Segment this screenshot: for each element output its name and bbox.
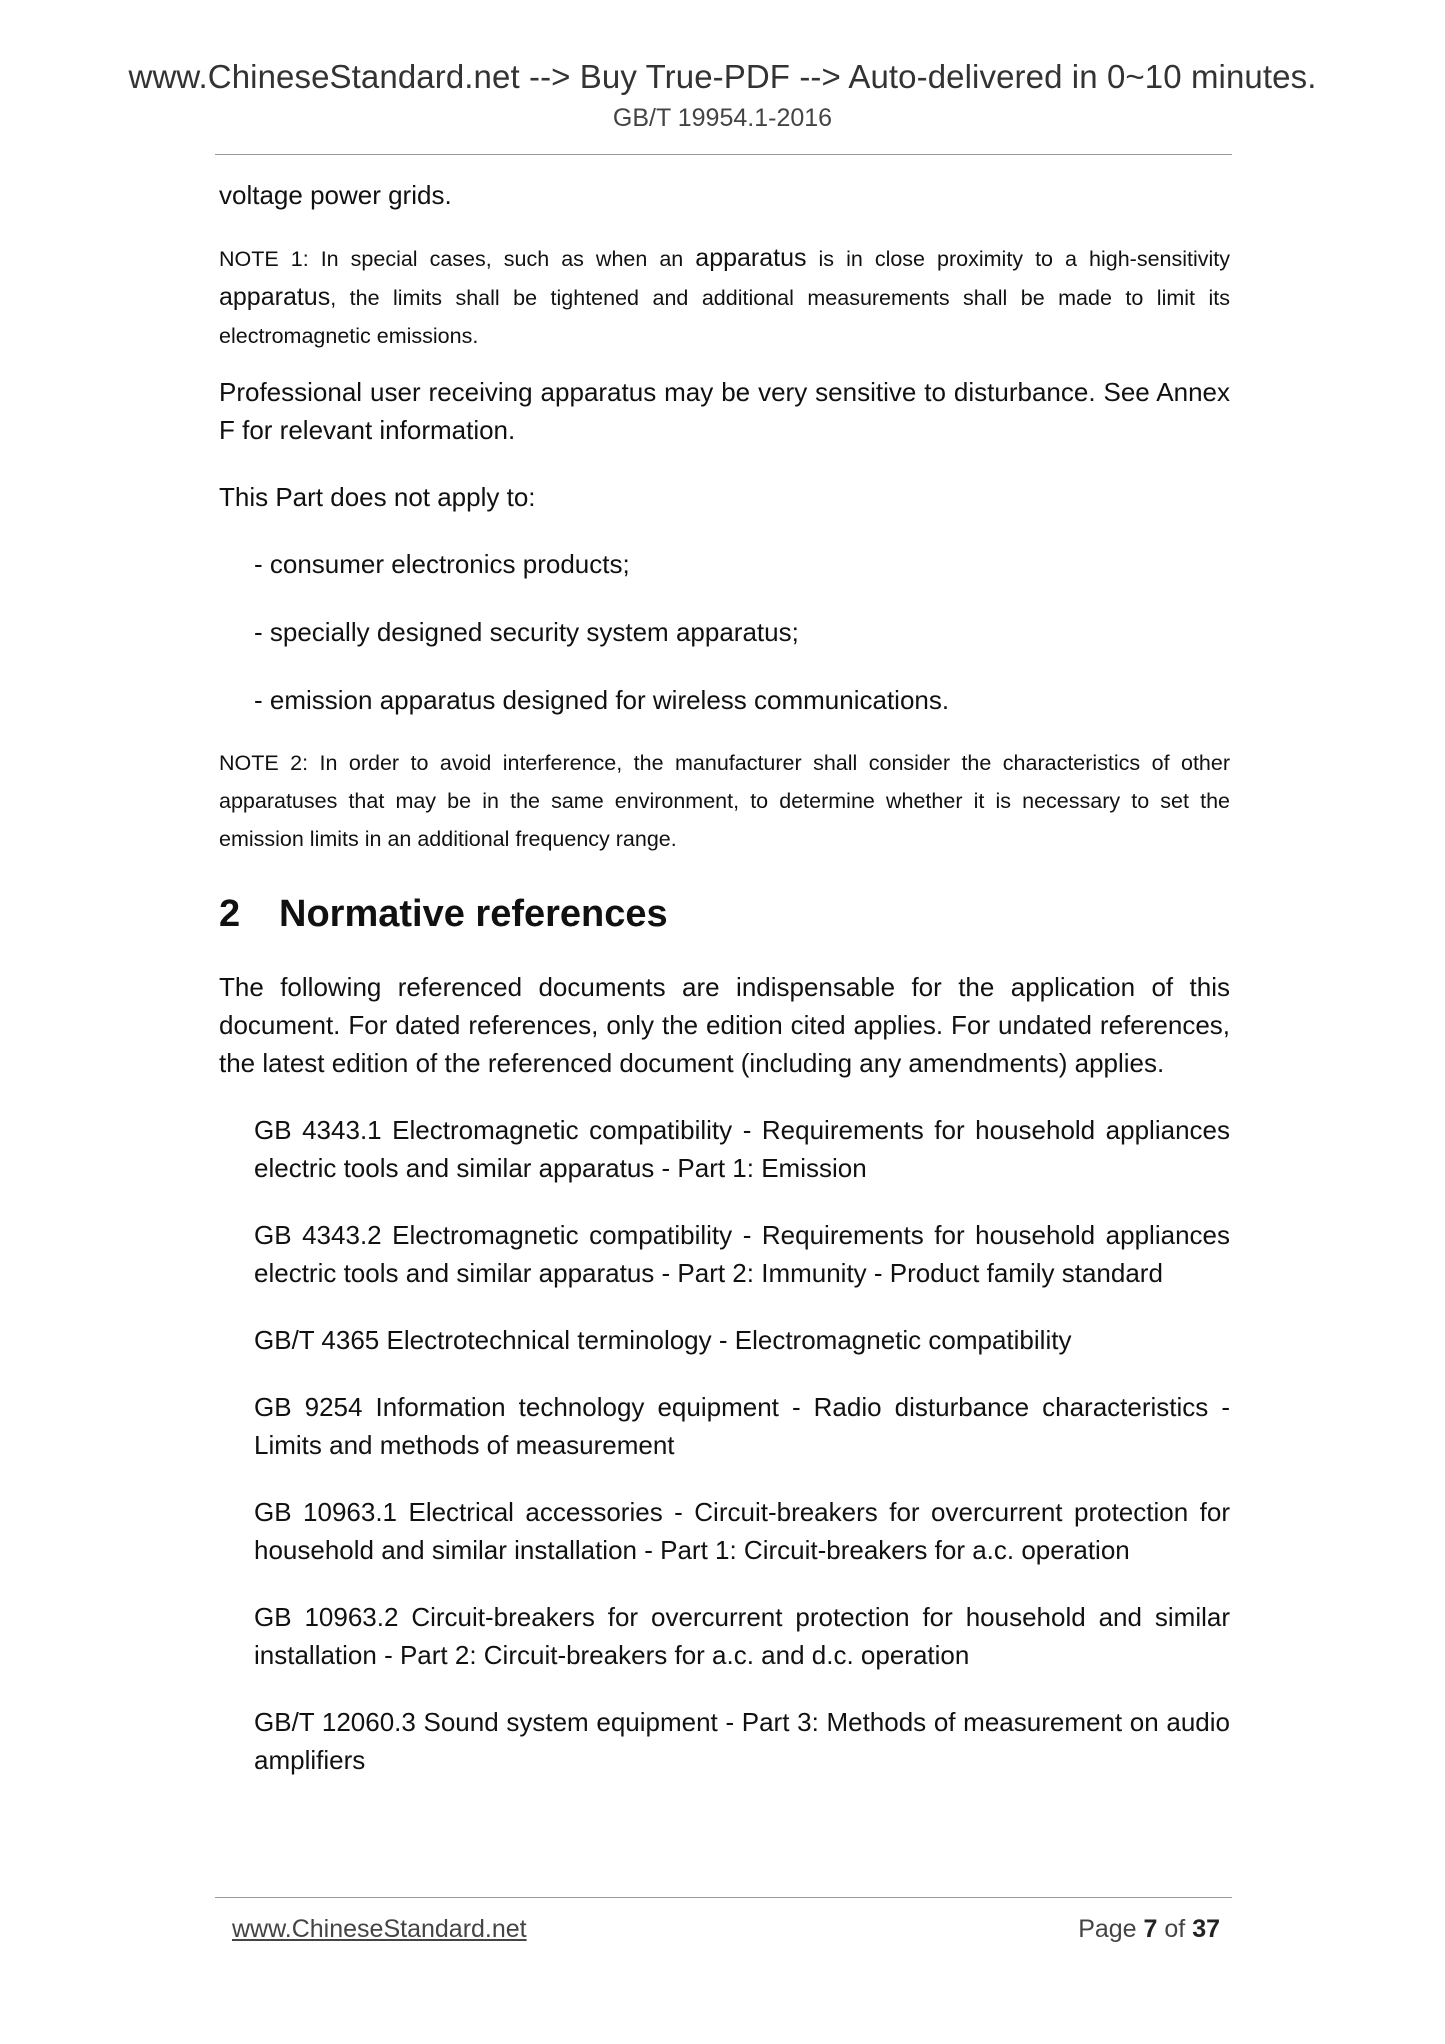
reference-item: GB 10963.2 Circuit-breakers for overcurrent protection for household and similar installation - Part 2: Circuit-breakers for a.c. and d.c. operation bbox=[254, 1602, 1230, 1670]
note-1-term-apparatus: apparatus bbox=[695, 244, 807, 272]
page-total: 37 bbox=[1192, 1915, 1220, 1943]
paragraph-references-intro: The following referenced documents are indispensable for the application of this document. For dated references, only the edition cited applies. For undated references, the latest edition of the referenced document (including any amendments) applies. bbox=[219, 972, 1230, 1078]
paragraph-continued: voltage power grids. bbox=[219, 180, 452, 210]
paragraph-not-apply: This Part does not apply to: bbox=[219, 482, 536, 512]
reference-item: GB/T 12060.3 Sound system equipment - Part 3: Methods of measurement on audio amplifiers bbox=[254, 1707, 1230, 1775]
note-2: NOTE 2: In order to avoid interference, the manufacturer shall consider the characteristics of other apparatuses that may be in the same environment, to determine whether it is necessary to set the emission limits in an additional frequency range. bbox=[219, 751, 1230, 851]
paragraph-professional: Professional user receiving apparatus may be very sensitive to disturbance. See Annex F for relevant information. bbox=[219, 377, 1230, 445]
note-1-text-a: NOTE 1: In special cases, such as when an bbox=[219, 247, 696, 271]
reference-item: GB 4343.1 Electromagnetic compatibility - Requirements for household appliances electric tools and similar apparatus - Part 1: Emission bbox=[254, 1115, 1230, 1183]
header-banner: www.ChineseStandard.net --> Buy True-PDF --> Auto-delivered in 0~10 minutes. bbox=[128, 58, 1317, 95]
document-code: GB/T 19954.1-2016 bbox=[612, 104, 833, 132]
note-1 bbox=[219, 239, 1230, 355]
exclusion-item: - emission apparatus designed for wireless communications. bbox=[254, 685, 950, 715]
section-title: Normative references bbox=[279, 893, 668, 935]
reference-item: GB 9254 Information technology equipment - Radio disturbance characteristics - Limits and methods of measurement bbox=[254, 1392, 1230, 1460]
page-number bbox=[1078, 1915, 1220, 1944]
page-label: Page bbox=[1078, 1915, 1144, 1943]
footer-website-link[interactable]: www.ChineseStandard.net bbox=[232, 1915, 527, 1943]
note-1-text-c: is in close proximity to a high-sensitivity bbox=[806, 247, 1231, 271]
page-of-label: of bbox=[1157, 1915, 1193, 1943]
note-1-term-apparatus-2: apparatus bbox=[219, 283, 331, 311]
exclusion-item: - specially designed security system apparatus; bbox=[254, 617, 799, 647]
reference-item: GB 4343.2 Electromagnetic compatibility - Requirements for household appliances electric tools and similar apparatus - Part 2: Immunity - Product family standard bbox=[254, 1220, 1230, 1288]
footer-divider bbox=[215, 1897, 1232, 1898]
section-heading bbox=[219, 888, 1230, 940]
exclusion-item: - consumer electronics products; bbox=[254, 549, 630, 579]
section-number: 2 bbox=[219, 893, 241, 935]
reference-item: GB 10963.1 Electrical accessories - Circuit-breakers for overcurrent protection for household and similar installation - Part 1: Circuit-breakers for a.c. operation bbox=[254, 1497, 1230, 1565]
note-1-text-e: , the limits shall be tightened and additional measurements shall be made to limit its electromagnetic emissions. bbox=[219, 286, 1230, 348]
reference-item: GB/T 4365 Electrotechnical terminology - Electromagnetic compatibility bbox=[254, 1325, 1072, 1355]
page-current: 7 bbox=[1143, 1915, 1158, 1943]
page-content bbox=[219, 176, 1230, 1779]
header-divider bbox=[215, 154, 1232, 155]
